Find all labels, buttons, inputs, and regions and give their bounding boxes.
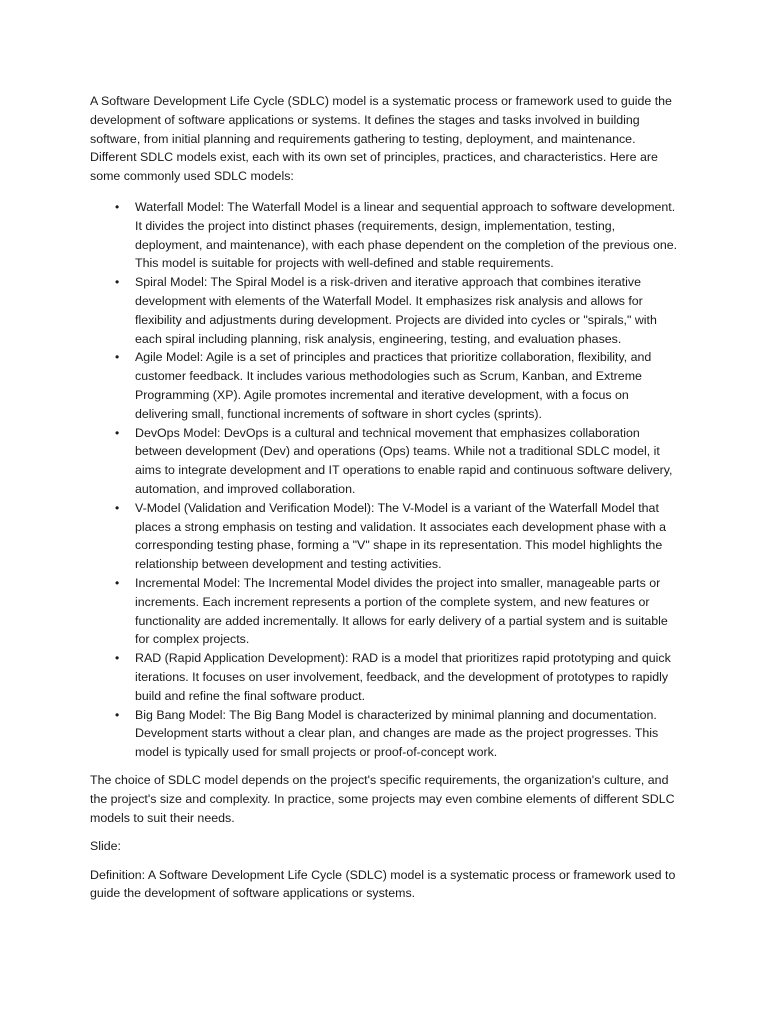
list-item-agile [90,348,682,423]
list-item-text: V-Model (Validation and Verification Model): The V-Model is a variant of the Waterfall Model that places a strong emphasis on testing and validation. It associates each development phase with a corresponding testing phase, forming a "V" shape in its representation. This model highlights the relationship between development and testing activities. [135,500,667,572]
bullet-icon: • [115,425,120,440]
bullet-icon: • [115,350,120,365]
conclusion-paragraph: The choice of SDLC model depends on the project's specific requirements, the organization's culture, and the project's size and complexity. In practice, some projects may even combine elements of different SDLC models to suit their needs. [90,773,675,825]
sdlc-models-list [90,198,682,762]
list-item-devops [90,424,682,499]
list-item-incremental [90,574,682,649]
definition-paragraph: Definition: A Software Development Life Cycle (SDLC) model is a systematic process or framework used to guide the development of software applications or systems. [90,867,676,901]
slide-label: Slide: [90,839,121,854]
list-item-spiral [90,273,682,348]
document-page [90,92,682,913]
intro-paragraph: A Software Development Life Cycle (SDLC) model is a systematic process or framework used to guide the development of software applications or systems. It defines the stages and tasks involved in building software, from initial planning and requirements gathering to testing, deployment, and maintenance. Different SDLC models exist, each with its own set of principles, practices, and characteristics. Here are some commonly used SDLC models: [90,94,672,184]
bullet-icon: • [115,651,120,666]
bullet-icon: • [115,199,120,214]
bullet-icon: • [115,275,120,290]
list-item-text: Spiral Model: The Spiral Model is a risk-driven and iterative approach that combines iterative development with elements of the Waterfall Model. It emphasizes risk analysis and allows for flexibility and adjustments during development. Projects are divided into cycles or "spirals," with each spiral including planning, risk analysis, engineering, testing, and evaluation phases. [135,275,657,346]
bullet-icon: • [115,707,120,722]
list-item-text: RAD (Rapid Application Development): RAD is a model that prioritizes rapid prototyping and quick iterations. It focuses on user involvement, feedback, and the development of prototypes to rapidly build and refine the final software product. [135,651,671,703]
list-item-text: Waterfall Model: The Waterfall Model is a linear and sequential approach to software development. It divides the project into distinct phases (requirements, design, implementation, testing, deployment, and maintenance), with each phase dependent on the completion of the previous one. This model is suitable for projects with well-defined and stable requirements. [135,199,678,271]
list-item-v-model [90,499,682,574]
bullet-icon: • [115,575,120,590]
bullet-icon: • [115,500,120,515]
list-item-text: DevOps Model: DevOps is a cultural and technical movement that emphasizes collaboration between development (Dev) and operations (Ops) teams. While not a traditional SDLC model, it aims to integrate development and IT operations to enable rapid and continuous software delivery, automation, and improved collaboration. [135,425,673,496]
list-item-text: Agile Model: Agile is a set of principles and practices that prioritize collaboration, flexibility, and customer feedback. It includes various methodologies such as Scrum, Kanban, and Extreme Programming (XP). Agile promotes incremental and iterative development, with a focus on delivering small, functional increments of software in short cycles (sprints). [135,350,652,421]
list-item-text: Big Bang Model: The Big Bang Model is characterized by minimal planning and documentation. Development starts without a clear plan, and changes are made as the project progresses. This model is typically used for small projects or proof-of-concept work. [135,707,659,760]
list-item-waterfall [90,198,682,273]
list-item-text: Incremental Model: The Incremental Model divides the project into smaller, manageable parts or increments. Each increment represents a portion of the complete system, and new features or functionality are added incrementally. It allows for early delivery of a partial system and is suitable for complex projects. [135,575,668,647]
list-item-big-bang [90,706,682,762]
list-item-rad [90,649,682,705]
